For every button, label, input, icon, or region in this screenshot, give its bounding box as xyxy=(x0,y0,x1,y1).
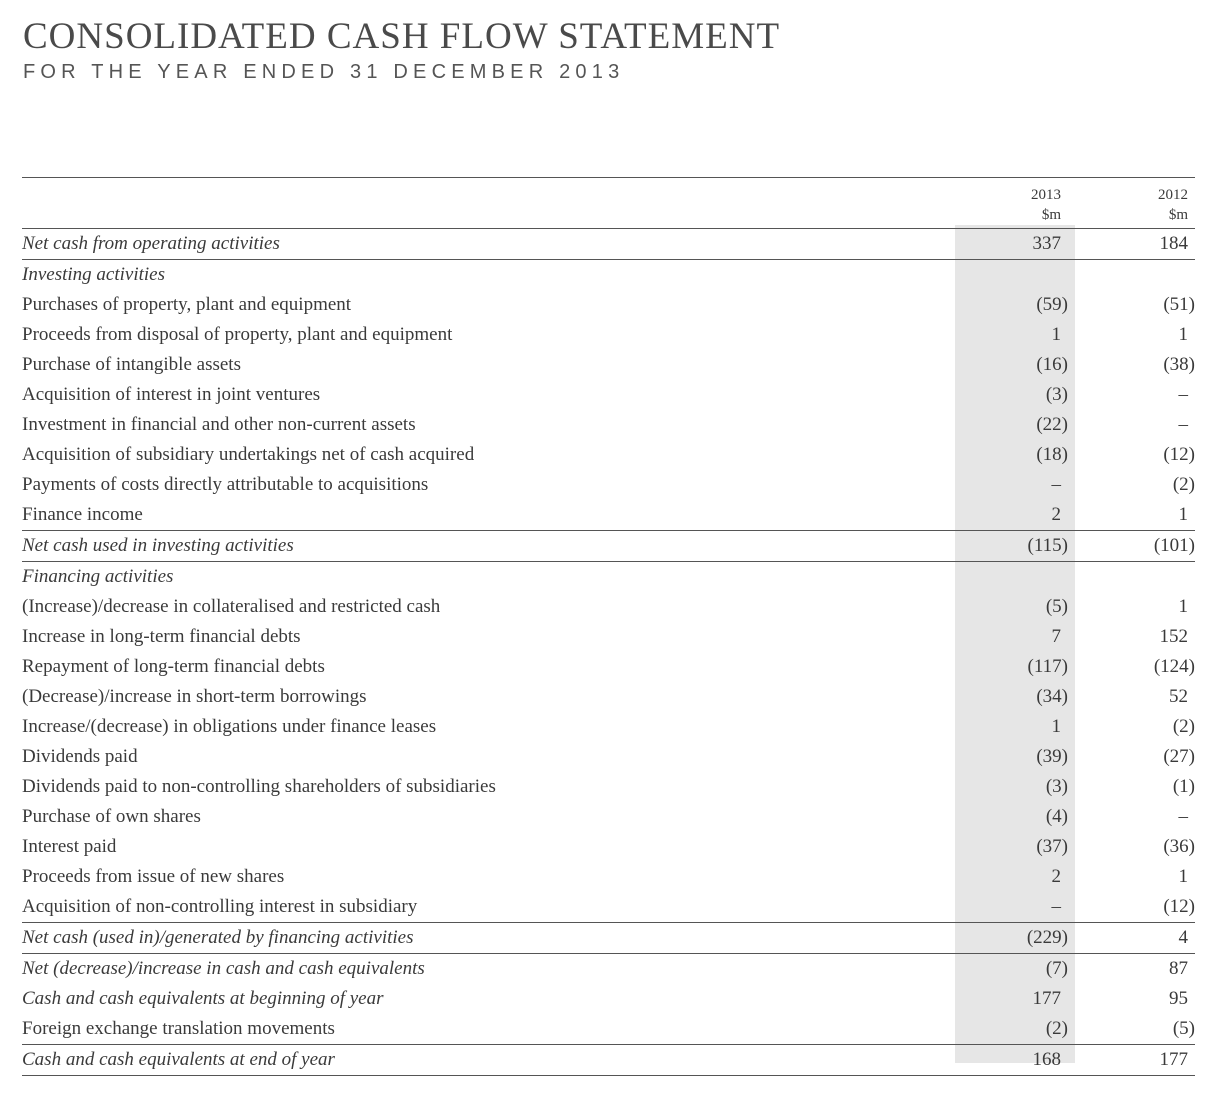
value-2012: 1 xyxy=(1178,324,1188,345)
table-row xyxy=(22,320,1195,350)
value-2012: (101) xyxy=(1068,531,1195,562)
value-2012: (1) xyxy=(1172,776,1195,797)
value-2012: 87 xyxy=(1068,954,1195,985)
value-2013: – xyxy=(1051,896,1061,917)
table-row xyxy=(22,500,1195,531)
row-label: Proceeds from disposal of property, plant and equipment xyxy=(22,324,453,345)
table-row xyxy=(22,1014,1195,1045)
value-2012: 1 xyxy=(1178,596,1188,617)
row-label: Interest paid xyxy=(22,836,117,857)
row-label: Cash and cash equivalents at beginning of year xyxy=(22,988,384,1009)
value-2012: (12) xyxy=(1163,896,1195,917)
table-row xyxy=(22,712,1195,742)
value-2013: (7) xyxy=(941,954,1068,985)
row-label: Repayment of long-term financial debts xyxy=(22,656,325,677)
row-label: Acquisition of interest in joint ventures xyxy=(22,384,321,405)
row-label: Purchase of own shares xyxy=(22,806,201,827)
value-2012: 177 xyxy=(1068,1045,1195,1076)
table-row xyxy=(22,350,1195,380)
row-label: Acquisition of subsidiary undertakings net of cash acquired xyxy=(22,444,475,465)
row-label: Net (decrease)/increase in cash and cash equivalents xyxy=(22,954,941,985)
table-row xyxy=(22,470,1195,500)
value-2013: (2) xyxy=(1045,1018,1068,1039)
row-label: Proceeds from issue of new shares xyxy=(22,866,285,887)
value-2013: (39) xyxy=(1036,746,1068,767)
table-row xyxy=(22,440,1195,470)
table-row xyxy=(22,592,1195,622)
value-2012: – xyxy=(1178,384,1188,405)
value-2012 xyxy=(1068,260,1195,291)
row-label: Net cash (used in)/generated by financing activities xyxy=(22,923,941,954)
row-label: Investing activities xyxy=(22,260,941,291)
column-header-2012 xyxy=(1068,178,1195,229)
value-2013: (18) xyxy=(1036,444,1068,465)
value-2013: 1 xyxy=(1051,716,1061,737)
table-row xyxy=(22,954,1195,985)
row-label: Payments of costs directly attributable to acquisitions xyxy=(22,474,429,495)
value-2013: 337 xyxy=(1032,233,1061,254)
value-2012: (124) xyxy=(1153,656,1195,677)
value-2013: (16) xyxy=(1036,354,1068,375)
row-label: Acquisition of non-controlling interest in subsidiary xyxy=(22,896,418,917)
row-label: Financing activities xyxy=(22,562,941,593)
table-row xyxy=(22,682,1195,712)
value-2013: (117) xyxy=(1027,656,1068,677)
value-2012: (36) xyxy=(1163,836,1195,857)
table-row xyxy=(22,802,1195,832)
value-2012: – xyxy=(1178,806,1188,827)
table-row xyxy=(22,892,1195,923)
value-2013: (5) xyxy=(1045,596,1068,617)
value-2013: (229) xyxy=(941,923,1068,954)
value-2012: 95 xyxy=(1169,988,1188,1009)
value-2013: (22) xyxy=(1036,414,1068,435)
row-label: Dividends paid xyxy=(22,746,138,767)
row-label: (Decrease)/increase in short-term borrowings xyxy=(22,686,367,707)
row-label: Cash and cash equivalents at end of year xyxy=(22,1045,941,1076)
value-2012: 184 xyxy=(1159,233,1188,254)
value-2013: (34) xyxy=(1036,686,1068,707)
value-2013: 7 xyxy=(1051,626,1061,647)
table-row xyxy=(22,290,1195,320)
row-label: Purchase of intangible assets xyxy=(22,354,241,375)
value-2012 xyxy=(1068,562,1195,593)
value-2012: (27) xyxy=(1163,746,1195,767)
row-label: Purchases of property, plant and equipment xyxy=(22,294,352,315)
row-label: Foreign exchange translation movements xyxy=(22,1018,335,1039)
cash-flow-table xyxy=(22,177,1195,1076)
value-2012: (2) xyxy=(1172,474,1195,495)
row-label: Finance income xyxy=(22,504,143,525)
row-label: Investment in financial and other non-current assets xyxy=(22,414,416,435)
value-2013: 2 xyxy=(1051,866,1061,887)
table-row xyxy=(22,652,1195,682)
table-row xyxy=(22,380,1195,410)
table-row xyxy=(22,410,1195,440)
row-label: Increase/(decrease) in obligations under finance leases xyxy=(22,716,437,737)
value-2012: 52 xyxy=(1169,686,1188,707)
table-row xyxy=(22,923,1195,954)
column-year-2012: 2012 xyxy=(1158,187,1188,203)
table-row xyxy=(22,832,1195,862)
table-row xyxy=(22,984,1195,1014)
value-2013 xyxy=(941,260,1068,291)
value-2013: (4) xyxy=(1045,806,1068,827)
value-2013: 168 xyxy=(941,1045,1068,1076)
table-row xyxy=(22,772,1195,802)
table-row xyxy=(22,562,1195,593)
value-2012: 1 xyxy=(1178,504,1188,525)
table-row xyxy=(22,531,1195,562)
statement-title: CONSOLIDATED CASH FLOW STATEMENT xyxy=(23,16,781,57)
value-2012: – xyxy=(1178,414,1188,435)
table-row xyxy=(22,229,1195,260)
column-year-2013: 2013 xyxy=(1031,187,1061,203)
value-2012: 152 xyxy=(1159,626,1188,647)
value-2013: 177 xyxy=(1032,988,1061,1009)
value-2012: 4 xyxy=(1068,923,1195,954)
column-unit-2013: $m xyxy=(1041,207,1061,223)
value-2013: 2 xyxy=(1051,504,1061,525)
table-row xyxy=(22,742,1195,772)
value-2012: (51) xyxy=(1163,294,1195,315)
value-2012: (38) xyxy=(1163,354,1195,375)
value-2012: (5) xyxy=(1172,1018,1195,1039)
value-2013: (115) xyxy=(941,531,1068,562)
value-2013: (3) xyxy=(1045,776,1068,797)
row-label: Increase in long-term financial debts xyxy=(22,626,301,647)
value-2013: – xyxy=(1051,474,1061,495)
value-2013: (3) xyxy=(1045,384,1068,405)
row-label: Dividends paid to non-controlling shareholders of subsidiaries xyxy=(22,776,496,797)
table-row xyxy=(22,260,1195,291)
column-header-2013 xyxy=(941,178,1068,229)
row-label: Net cash used in investing activities xyxy=(22,531,941,562)
row-label: Net cash from operating activities xyxy=(22,233,280,254)
value-2013: 1 xyxy=(1051,324,1061,345)
value-2013 xyxy=(941,562,1068,593)
column-header-row xyxy=(22,178,1195,229)
statement-subtitle: FOR THE YEAR ENDED 31 DECEMBER 2013 xyxy=(23,61,625,83)
value-2013: (37) xyxy=(1036,836,1068,857)
column-unit-2012: $m xyxy=(1168,207,1188,223)
value-2012: (12) xyxy=(1163,444,1195,465)
row-label: (Increase)/decrease in collateralised and restricted cash xyxy=(22,596,441,617)
value-2012: (2) xyxy=(1172,716,1195,737)
header-label-spacer xyxy=(22,178,941,229)
table-row xyxy=(22,622,1195,652)
value-2012: 1 xyxy=(1178,866,1188,887)
value-2013: (59) xyxy=(1036,294,1068,315)
table-row xyxy=(22,1045,1195,1076)
table-row xyxy=(22,862,1195,892)
